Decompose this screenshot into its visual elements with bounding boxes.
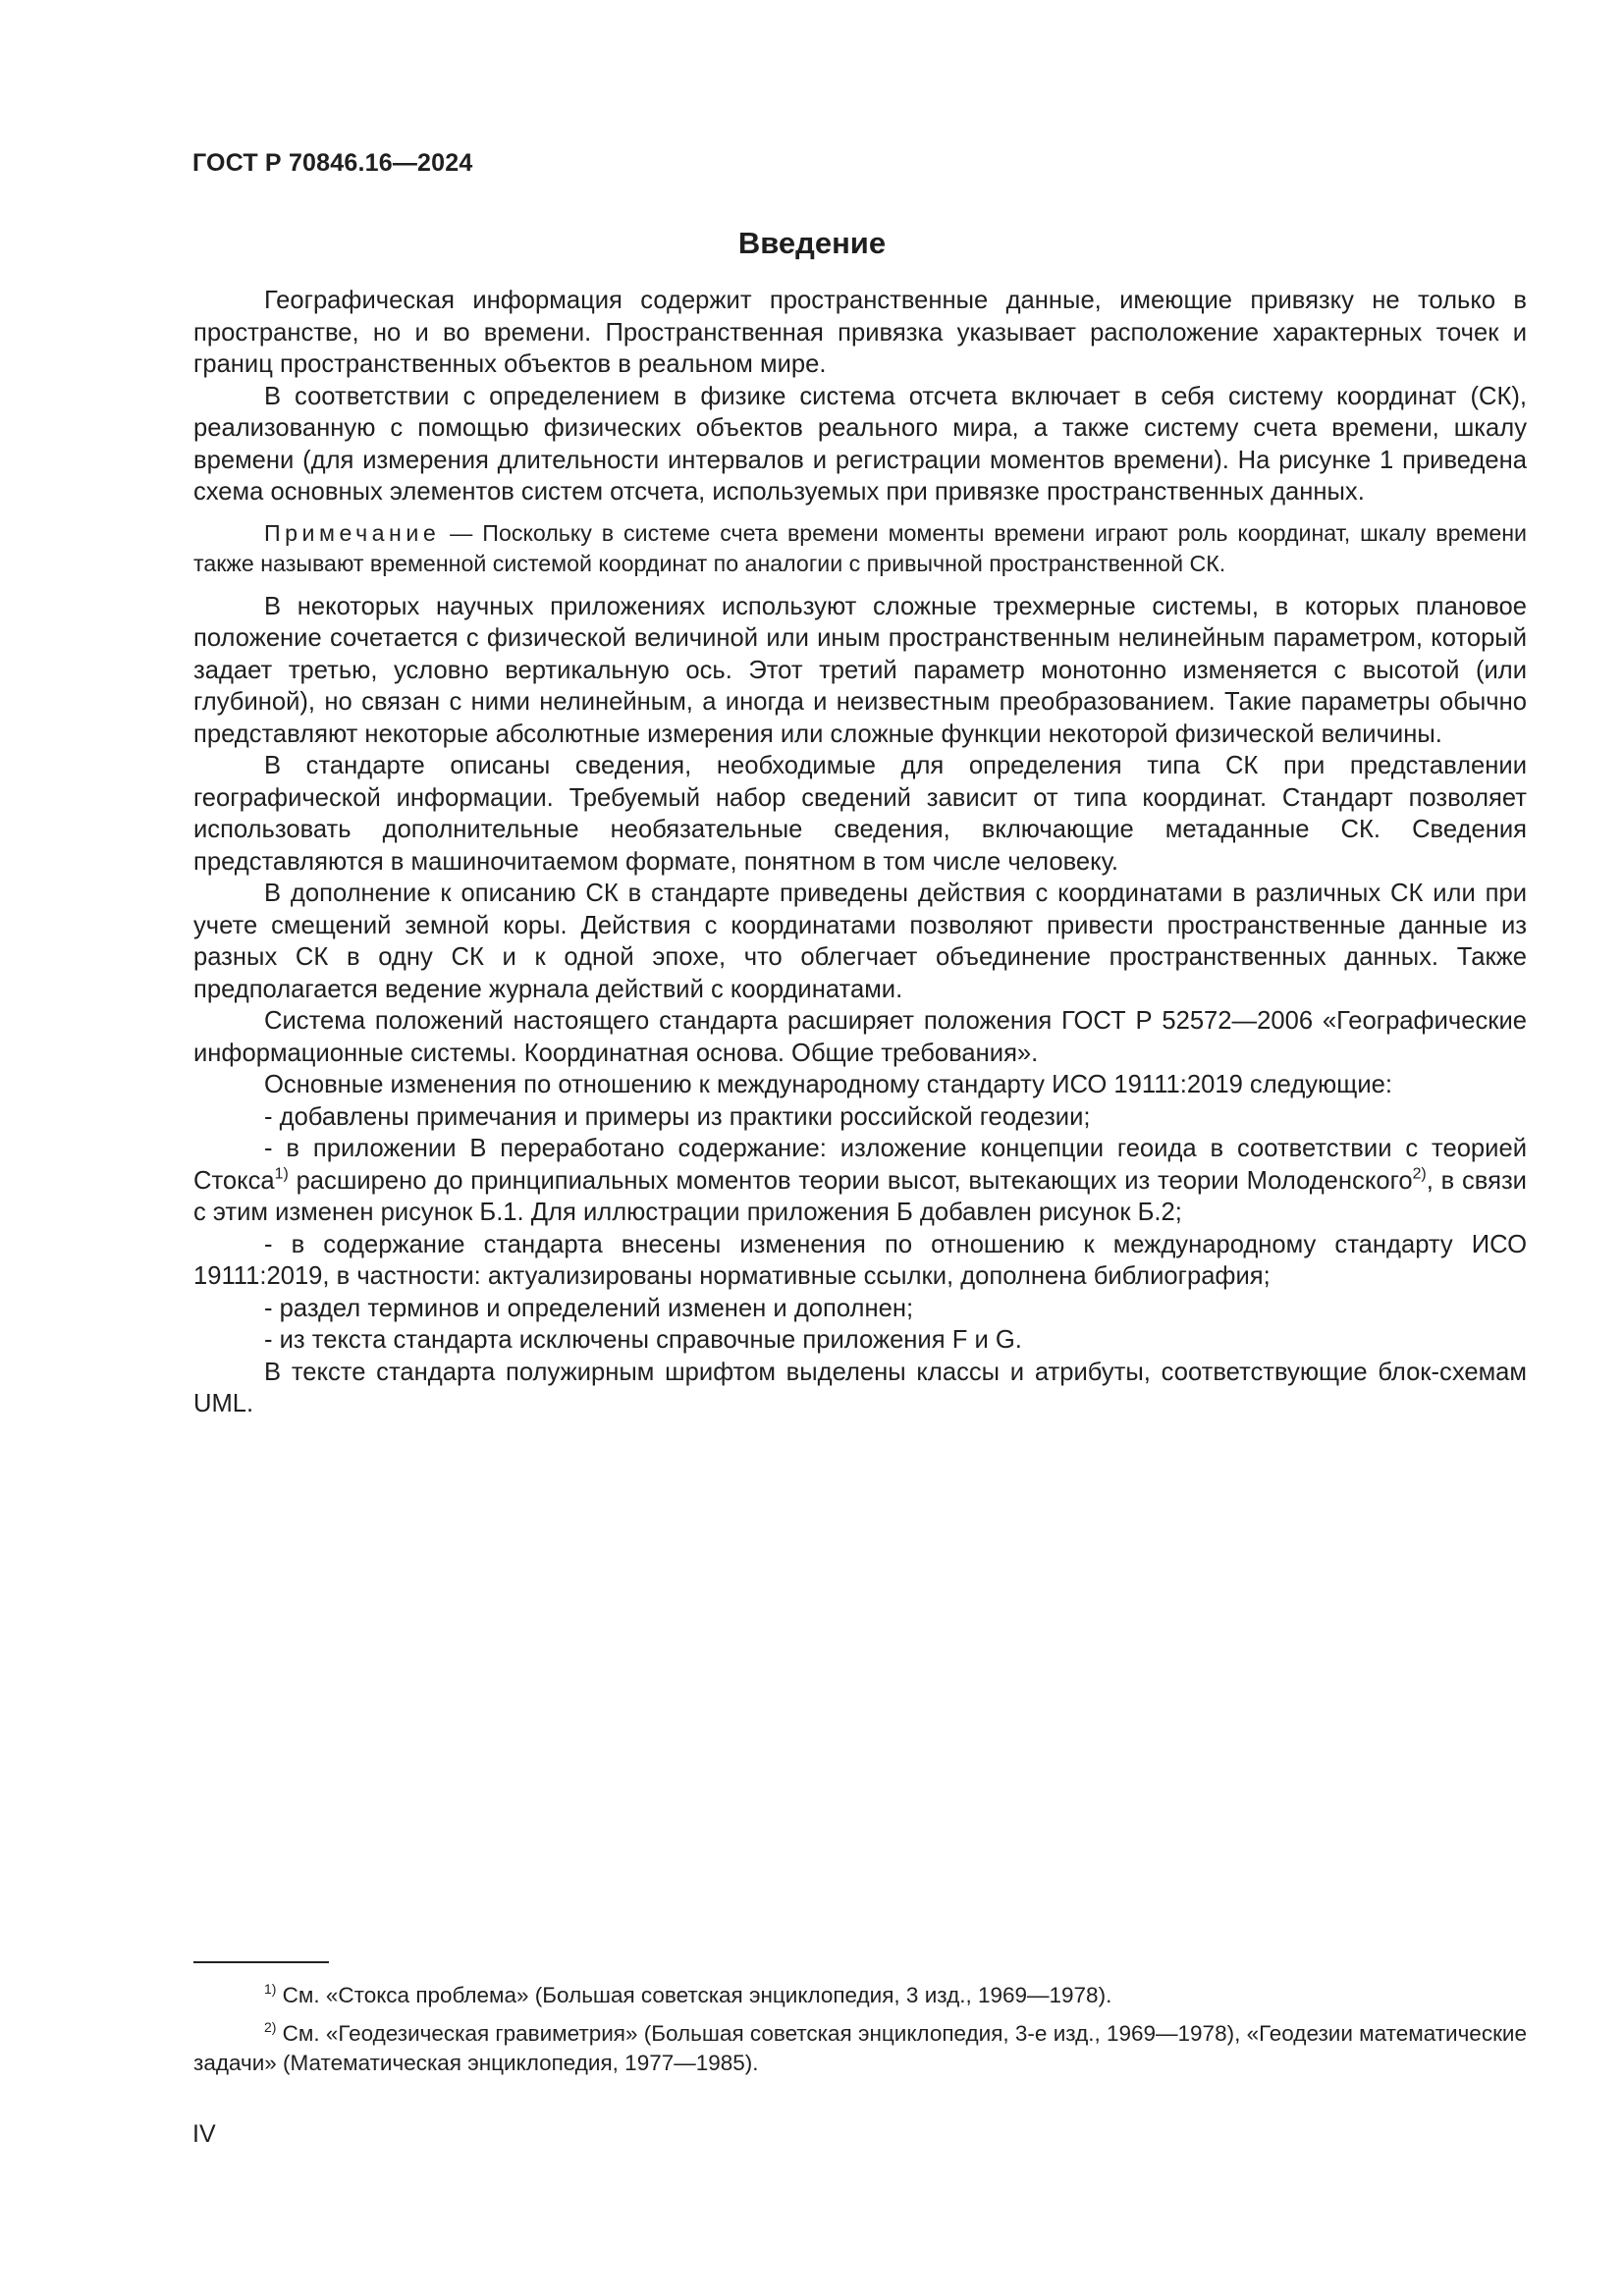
list-item: - из текста стандарта исключены справочные приложения F и G. [264,1326,1022,1354]
note-paragraph [193,518,1527,579]
list-item: - раздел терминов и определений изменен и дополнен; [264,1294,914,1322]
document-header-id: ГОСТ Р 70846.16—2024 [192,149,473,177]
footnote [193,2019,1527,2078]
list-item-text: - в приложении В переработано содержание: изложение концепции геоида в соответствии с теорией Стокса [193,1135,1527,1195]
footnote-reference[interactable]: 1) [274,1165,289,1183]
footnote-divider [193,1961,329,1963]
list-item [193,1133,1527,1229]
paragraph: В некоторых научных приложениях используют сложные трехмерные системы, в которых плановое положение сочетается с физической величиной или иным пространственным нелинейным параметром, который задает третью, условно вертикальную ось. Этот третий параметр монотонно изменяется с высотой (или глубиной), но связан с ними нелинейным, а иногда и неизвестным преобразованием. Такие параметры обычно представляют некоторые абсолютные измерения или сложные функции некоторой физической величины. [193,592,1527,748]
paragraph: В стандарте описаны сведения, необходимые для определения типа СК при представлении географической информации. Требуемый набор сведений зависит от типа координат. Стандарт позволяет использовать дополнительные необязательные сведения, включающие метаданные СК. Сведения представляются в машиночитаемом формате, понятном в том числе человеку. [193,752,1527,876]
footnotes [193,1981,1527,2087]
footnote-text: См. «Стокса проблема» (Большая советская энциклопедия, 3 изд., 1969—1978). [276,1983,1112,2007]
page-number: IV [192,2120,216,2148]
paragraph: Система положений настоящего стандарта расширяет положения ГОСТ Р 52572—2006 «Географические информационные системы. Координатная основа. Общие требования». [193,1007,1527,1067]
paragraph: В дополнение к описанию СК в стандарте приведены действия с координатами в различных СК или при учете смещений земной коры. Действия с координатами позволяют привести пространственные данные из разных СК в одну СК и к одной эпохе, что облегчает объединение пространственных данных. Также предполагается ведение журнала действий с координатами. [193,880,1527,1003]
footnote-text: См. «Геодезическая гравиметрия» (Большая советская энциклопедия, 3-е изд., 1969—1978), «Геодезии математические задачи» (Математическая энциклопедия, 1977—1985). [193,2021,1527,2075]
introduction-body [193,285,1527,1420]
footnote [193,1981,1527,2010]
list-item: - в содержание стандарта внесены изменения по отношению к международному стандарту ИСО 19111:2019, в частности: актуализированы нормативные ссылки, дополнена библиография; [193,1230,1527,1290]
paragraph: Географическая информация содержит пространственные данные, имеющие привязку не только в пространстве, но и во времени. Пространственная привязка указывает расположение характерных точек и границ пространственных объектов в реальном мире. [193,287,1527,378]
list-item-text: расширено до принципиальных моментов теории высот, вытекающих из теории Молоденского [288,1166,1413,1195]
list-item-text: , в связи с этим изменен рисунок Б.1. Для иллюстрации приложения Б добавлен рисунок Б.2; [193,1166,1527,1226]
footnote-mark: 2) [264,2018,277,2035]
paragraph: В соответствии с определением в физике система отсчета включает в себя систему координат (СК), реализованную с помощью физических объектов реального мира, а также систему счета времени, шкалу времени (для измерения длительности интервалов и регистрации моментов времени). На рисунке 1 приведена схема основных элементов систем отсчета, используемых при привязке пространственных данных. [193,382,1527,506]
list-item: - добавлены примечания и примеры из практики российской геодезии; [264,1102,1091,1131]
paragraph: Основные изменения по отношению к международному стандарту ИСО 19111:2019 следующие: [264,1071,1392,1098]
paragraph: В тексте стандарта полужирным шрифтом выделены классы и атрибуты, соответствующие блок-схемам UML. [193,1358,1527,1417]
footnote-reference[interactable]: 2) [1412,1165,1427,1183]
note-label: Примечание [264,519,441,546]
section-title: Введение [737,226,887,260]
footnote-mark: 1) [264,1980,277,1997]
note-text: — Поскольку в системе счета времени моменты времени играют роль координат, шкалу времени также называют временной системой координат по аналогии с привычной пространственной СК. [193,519,1527,576]
